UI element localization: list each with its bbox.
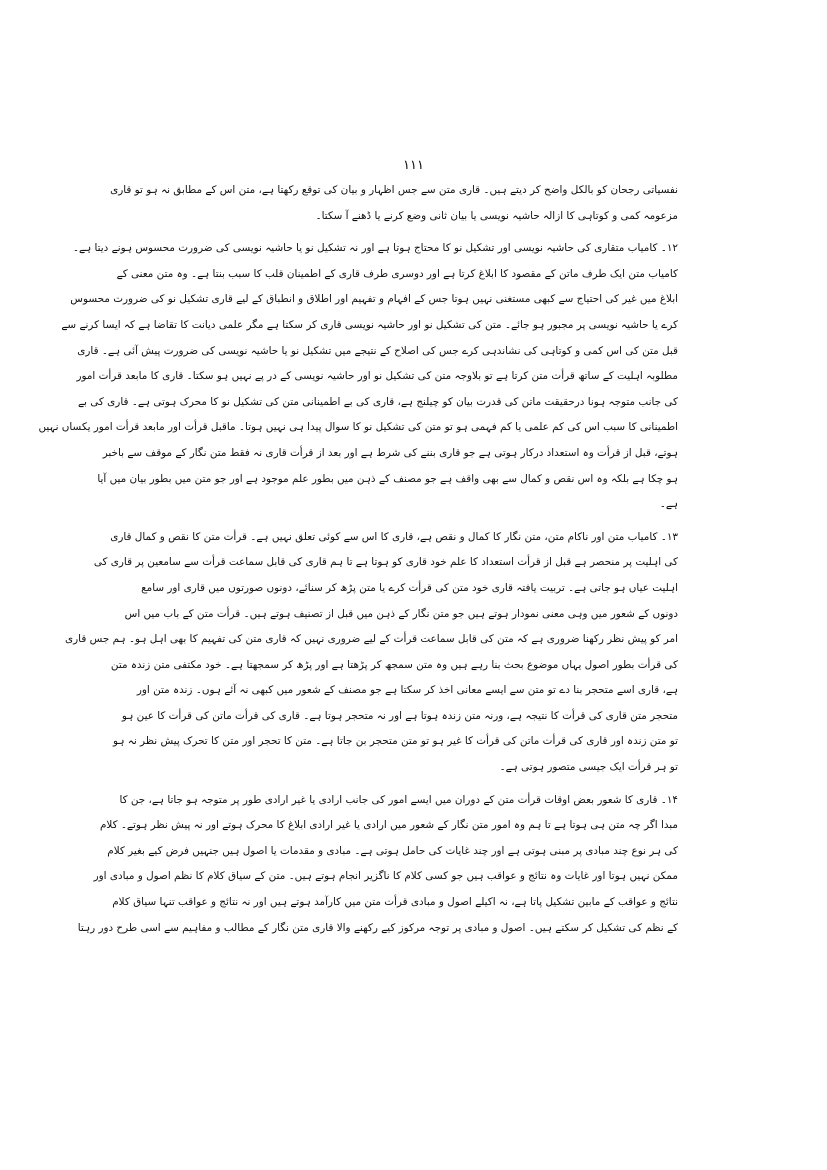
text-line: ہو چکا ہے بلکہ وہ اس نقص و کمال سے بھی واقف ہے جو مصنف کے ذہن میں بطور علم موجود ہے اور جو متن میں بطور بیان میں آیا	[97, 472, 678, 485]
text-line: ۱۴۔ قاری کا شعور بعض اوقات قرأت متن کے دوران میں ایسے امور کی جانب ارادی یا غیر ارادی طور پر متوجہ ہو جاتا ہے، جن کا	[119, 793, 678, 806]
text-line: ۱۲۔ کامیاب متقاری کی حاشیہ نویسی اور تشکیل نو کا محتاج ہوتا ہے اور نہ تشکیل نو یا حاشیہ نویسی کی ضرورت محسوس ہونے دیتا ہے۔	[72, 242, 678, 255]
text-line: قبل متن کی اس کمی و کوتاہی کی نشاندہی کرے جس کی اصلاح کے نتیجے میں تشکیل نو یا حاشیہ نویسی کی ضرورت پیش آئی ہے۔ قاری	[77, 344, 678, 357]
paragraph	[65, 525, 678, 781]
text-line: کی اہلیت پر منحصر ہے قبل از قرأت استعداد کا علم خود قاری کو ہوتا ہے تا ہم قاری کی قابل سماعت قرأت سے سامعین پر قاری کی	[93, 556, 678, 569]
text-line: دونوں کے شعور میں وہی معنی نمودار ہوتے ہیں جو متن نگار کے ذہن میں قبل از تصنیف ہوتے ہیں۔ قرأت متن کے باب میں اس	[124, 607, 678, 620]
text-line: کامیاب متن ایک طرف ماتن کے مقصود کا ابلاغ کرتا ہے اور دوسری طرف قاری کے اطمینان قلب کا سبب بنتا ہے۔ وہ متن معنی کے	[116, 267, 678, 280]
text-line: ممکن نہیں ہوتا اور غایات وہ نتائج و عواقب ہیں جو کسی کلام کا ناگزیر انجام ہوتے ہیں۔ متن کے سیاق کلام کا نظم اصول و مبادی اور	[93, 870, 678, 883]
text-line: کے نظم کی تشکیل کر سکتے ہیں۔ اصول و مبادی پر توجہ مرکوز کیے رکھنے والا قاری متن نگار کے مطالب و مفاہیم سے اسی طرح دور رہتا	[77, 921, 678, 934]
paragraph	[110, 178, 678, 229]
text-line: مطلوبہ اہلیت کے ساتھ قرأت متن کرتا ہے تو بلاوجہ متن کی تشکیل نو اور حاشیہ نویسی کے در پے نہیں ہو سکتا۔ قاری کا مابعد قرأت امور	[76, 370, 678, 383]
text-line: کی جانب متوجہ ہونا درحقیقت ماتن کی قدرت بیان کو چیلنج ہے، قاری کی بے اطمینانی متن کی تشکیل نو کا محرک ہوتی ہے۔ قاری کی بے	[77, 395, 678, 408]
text-line: کی قرأت بطور اصول یہاں موضوع بحث بنا رہے ہیں وہ متن سمجھ کر پڑھتا ہے اور پڑھ کر سمجھتا ہے۔ خود مکتفی متن زندہ متن	[110, 658, 678, 671]
text-line: نتائج و عواقب کے مابین تشکیل پاتا ہے، نہ اکیلے اصول و مبادی قرأت متن میں کارآمد ہوتے ہیں اور نہ نتائج و عواقب تنہا سیاق کلام	[112, 896, 678, 909]
text-line: متحجر متن قاری کی قرأت کا نتیجہ ہے، ورنہ متن زندہ ہوتا ہے اور نہ متحجر ہوتا ہے۔ قاری کی قرأت ماتن کی قرأت کا عین ہو	[121, 709, 678, 722]
text-line: کرے یا حاشیہ نویسی پر مجبور ہو جائے۔ متن کی تشکیل نو اور حاشیہ نویسی قاری کر سکتا ہے مگر علمی دیانت کا تقاضا ہے کہ ایسا کرنے سے	[61, 318, 678, 331]
text-line: مبدا اگر چہ متن ہی ہوتا ہے تا ہم وہ امور متن نگار کے شعور میں ارادی یا غیر ارادی ابلاغ کا محرک ہوتے اور نہ پیش نظر ہوتے۔ کلام	[99, 819, 678, 832]
text-line: ابلاغ میں غیر کی احتیاج سے کبھی مستغنی نہیں ہوتا جس کے افہام و تفہیم اور اطلاق و انطباق کے لیے قاری تشکیل نو کی ضرورت محسوس	[70, 293, 678, 306]
text-line: ہے۔	[659, 498, 678, 511]
text-line: ہے، قاری اسے متحجر بنا دے تو متن سے ایسے معانی اخذ کر سکتا ہے جو مصنف کے شعور میں کبھی نہ آئے ہوں۔ زندہ متن اور	[136, 684, 678, 697]
page-number: ۱۱۱	[403, 158, 424, 173]
text-line: کی ہر نوع چند مبادی پر مبنی ہوتی ہے اور چند غایات کی حامل ہوتی ہے۔ مبادی و مقدمات یا اصول ہیں جنہیں فرض کیے بغیر کلام	[107, 844, 678, 857]
text-line: ۱۳۔ کامیاب متن اور ناکام متن، متن نگار کا کمال و نقص ہے، قاری کا اس سے کوئی تعلق نہیں ہے۔ قرأت متن کا نقص و کمال قاری	[110, 530, 678, 543]
document-body	[38, 178, 678, 941]
text-line: تو متن زندہ اور قاری کی قرأت ماتن کی قرأت کا غیر ہو تو متن متحجر بن جاتا ہے۔ متن کا تحجر اور متن کا تحرک پیش نظر نہ ہو	[112, 735, 678, 748]
text-line: اہلیت عیاں ہو جاتی ہے۔ تربیت یافتہ قاری خود متن کی قرأت کرے یا متن پڑھ کر سنائے، دونوں صورتوں میں قاری اور سامع	[141, 581, 678, 594]
text-line: امر کو پیش نظر رکھنا ضروری ہے کہ متن کی قابل سماعت قرأت کے لیے ضروری نہیں کہ قاری متن کی تفہیم کا بھی اہل ہو۔ ہم جس قاری	[65, 633, 678, 646]
paragraph	[38, 236, 678, 518]
text-line: ہوتے، قبل از قرأت وہ استعداد درکار ہوتی ہے جو قاری بننے کی شرط ہے اور بعد از قرأت قاری نہ فقط متن نگار کے موقف سے باخبر	[102, 446, 678, 459]
text-line: تو ہر قرأت ایک جیسی متصور ہوتی ہے۔	[499, 761, 678, 774]
text-line: مزعومہ کمی و کوتاہی کا ازالہ حاشیہ نویسی یا بیان ثانی وضع کرنے یا ڈھنے آ سکتا۔	[315, 209, 678, 222]
text-line: نفسیاتی رجحان کو بالکل واضح کر دیتے ہیں۔ قاری متن سے جس اظہار و بیان کی توقع رکھتا ہے، متن اس کے مطابق نہ ہو تو قاری	[110, 184, 678, 196]
text-line: اطمینانی کا سبب اس کی کم علمی یا کم فہمی ہو تو متن کی تشکیل نو کا سوال پیدا ہی نہیں ہوتا۔ ماقبل قرأت اور مابعد قرأت امور یکساں نہیں	[38, 421, 678, 434]
paragraph	[77, 788, 678, 942]
